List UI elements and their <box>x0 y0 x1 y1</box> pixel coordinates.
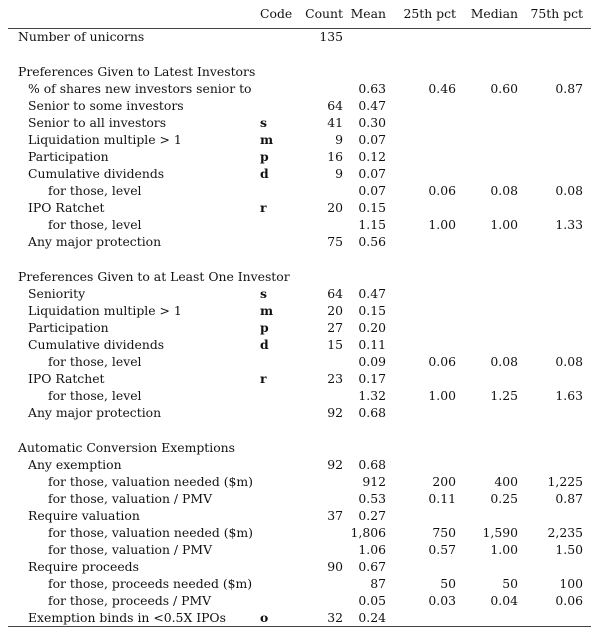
table-row <box>8 387 591 404</box>
section-heading-row <box>8 63 591 80</box>
table-row <box>8 319 591 336</box>
row-median: 1.25 <box>490 388 518 403</box>
table-row <box>8 182 591 199</box>
row-mean: 0.07 <box>358 132 386 147</box>
row-count: 92 <box>327 405 343 420</box>
row-mean: 0.17 <box>358 371 386 386</box>
row-label: Cumulative dividends <box>28 337 165 352</box>
row-label: Senior to all investors <box>28 115 167 130</box>
row-mean: 1.06 <box>358 542 386 557</box>
row-count: 20 <box>327 303 343 318</box>
row-mean: 87 <box>370 576 386 591</box>
header-75th-pct: 75th pct <box>530 6 583 21</box>
row-label: Any major protection <box>28 405 162 420</box>
row-count: 9 <box>335 166 343 181</box>
row-mean: 0.09 <box>358 354 386 369</box>
row-25th-pct: 0.03 <box>428 593 456 608</box>
row-count: 27 <box>327 320 343 335</box>
row-label: IPO Ratchet <box>28 371 105 386</box>
table-row <box>8 131 591 148</box>
row-mean: 0.11 <box>358 337 386 352</box>
table-body <box>8 28 591 626</box>
row-label: for those, valuation needed ($m) <box>48 525 254 540</box>
row-25th-pct: 50 <box>440 576 456 591</box>
row-count: 90 <box>327 559 343 574</box>
row-label: Exemption binds in <0.5X IPOs <box>28 610 226 625</box>
table-row <box>8 216 591 233</box>
table-row <box>8 80 591 97</box>
row-label: Cumulative dividends <box>28 166 165 181</box>
row-code: o <box>260 610 269 625</box>
row-75th-pct: 1.63 <box>555 388 583 403</box>
row-count: 64 <box>327 98 343 113</box>
section-spacer <box>8 421 591 439</box>
row-label: for those, valuation / PMV <box>48 542 213 557</box>
row-75th-pct: 0.08 <box>555 354 583 369</box>
row-mean: 0.15 <box>358 303 386 318</box>
table-row <box>8 199 591 216</box>
row-75th-pct: 0.87 <box>555 81 583 96</box>
row-label: for those, valuation needed ($m) <box>48 474 254 489</box>
row-75th-pct: 100 <box>559 576 583 591</box>
header-25th-pct: 25th pct <box>403 6 456 21</box>
header-rule <box>8 28 591 29</box>
row-code: s <box>260 286 267 301</box>
table-row <box>8 507 591 524</box>
table-row <box>8 456 591 473</box>
row-median: 0.25 <box>490 491 518 506</box>
table-row <box>8 541 591 558</box>
row-mean: 0.30 <box>358 115 386 130</box>
row-code: m <box>260 132 274 147</box>
row-median: 50 <box>502 576 518 591</box>
table-row <box>8 302 591 319</box>
table-header <box>8 0 591 28</box>
row-count: 41 <box>327 115 343 130</box>
row-mean: 0.20 <box>358 320 386 335</box>
row-25th-pct: 0.06 <box>428 354 456 369</box>
section-heading-row <box>8 439 591 456</box>
row-count: 64 <box>327 286 343 301</box>
row-count: 75 <box>327 234 343 249</box>
row-mean: 0.68 <box>358 457 386 472</box>
row-mean: 0.07 <box>358 166 386 181</box>
header-code: Code <box>260 6 293 21</box>
row-mean: 1,806 <box>350 525 386 540</box>
table-row <box>8 490 591 507</box>
table-row <box>8 473 591 490</box>
row-25th-pct: 750 <box>432 525 456 540</box>
row-mean: 0.56 <box>358 234 386 249</box>
row-label: Preferences Given to Latest Investors <box>18 64 256 79</box>
row-75th-pct: 1,225 <box>547 474 583 489</box>
row-mean: 1.32 <box>358 388 386 403</box>
table-row <box>8 404 591 421</box>
row-mean: 0.63 <box>358 81 386 96</box>
row-label: for those, proceeds needed ($m) <box>48 576 253 591</box>
row-mean: 0.53 <box>358 491 386 506</box>
row-label: Any exemption <box>28 457 122 472</box>
row-label: Participation <box>28 320 109 335</box>
row-mean: 1.15 <box>358 217 386 232</box>
table-row <box>8 165 591 182</box>
row-label: for those, level <box>48 217 142 232</box>
bottom-rule <box>8 626 591 627</box>
row-code: r <box>260 200 267 215</box>
row-code: d <box>260 337 269 352</box>
table-row <box>8 524 591 541</box>
table-row <box>8 592 591 609</box>
row-count: 37 <box>327 508 343 523</box>
row-count: 135 <box>319 29 343 44</box>
section-spacer <box>8 45 591 63</box>
row-label: Liquidation multiple > 1 <box>28 132 182 147</box>
table-row <box>8 558 591 575</box>
table-row <box>8 114 591 131</box>
row-median: 1.00 <box>490 217 518 232</box>
row-mean: 0.05 <box>358 593 386 608</box>
row-75th-pct: 1.50 <box>555 542 583 557</box>
row-label: for those, level <box>48 354 142 369</box>
row-mean: 0.47 <box>358 286 386 301</box>
row-code: p <box>260 320 269 335</box>
row-count: 20 <box>327 200 343 215</box>
row-25th-pct: 0.57 <box>428 542 456 557</box>
table-row <box>8 233 591 250</box>
table-row <box>8 285 591 302</box>
row-25th-pct: 200 <box>432 474 456 489</box>
row-label: Senior to some investors <box>28 98 184 113</box>
row-median: 0.08 <box>490 183 518 198</box>
row-25th-pct: 1.00 <box>428 388 456 403</box>
row-75th-pct: 0.87 <box>555 491 583 506</box>
row-mean: 0.07 <box>358 183 386 198</box>
row-label: Preferences Given to at Least One Investor <box>18 269 290 284</box>
row-mean: 0.67 <box>358 559 386 574</box>
row-median: 0.08 <box>490 354 518 369</box>
row-code: m <box>260 303 274 318</box>
table-row <box>8 97 591 114</box>
row-mean: 0.27 <box>358 508 386 523</box>
row-count: 23 <box>327 371 343 386</box>
header-mean: Mean <box>350 6 386 21</box>
row-count: 92 <box>327 457 343 472</box>
row-label: Require proceeds <box>28 559 139 574</box>
row-count: 9 <box>335 132 343 147</box>
row-median: 400 <box>494 474 518 489</box>
row-label: Participation <box>28 149 109 164</box>
row-median: 1,590 <box>482 525 518 540</box>
row-label: for those, proceeds / PMV <box>48 593 212 608</box>
row-mean: 0.24 <box>358 610 386 625</box>
row-label: Require valuation <box>28 508 140 523</box>
row-code: s <box>260 115 267 130</box>
table-row <box>8 575 591 592</box>
row-25th-pct: 0.11 <box>428 491 456 506</box>
row-mean: 912 <box>362 474 386 489</box>
row-mean: 0.15 <box>358 200 386 215</box>
row-median: 1.00 <box>490 542 518 557</box>
row-code: r <box>260 371 267 386</box>
row-mean: 0.68 <box>358 405 386 420</box>
table-row <box>8 370 591 387</box>
row-count: 15 <box>327 337 343 352</box>
section-heading-row <box>8 28 591 45</box>
row-label: IPO Ratchet <box>28 200 105 215</box>
row-label: Automatic Conversion Exemptions <box>18 440 235 455</box>
row-label: Number of unicorns <box>18 29 145 44</box>
row-25th-pct: 0.06 <box>428 183 456 198</box>
row-label: for those, level <box>48 388 142 403</box>
row-label: Seniority <box>28 286 86 301</box>
header-median: Median <box>470 6 518 21</box>
row-median: 0.04 <box>490 593 518 608</box>
row-mean: 0.12 <box>358 149 386 164</box>
row-code: p <box>260 149 269 164</box>
header-count: Count <box>305 6 343 21</box>
row-label: Liquidation multiple > 1 <box>28 303 182 318</box>
row-mean: 0.47 <box>358 98 386 113</box>
statistics-table <box>8 0 591 626</box>
row-label: Any major protection <box>28 234 162 249</box>
table-row <box>8 609 591 626</box>
row-label: % of shares new investors senior to <box>28 81 252 96</box>
row-label: for those, level <box>48 183 142 198</box>
section-heading-row <box>8 268 591 285</box>
row-count: 16 <box>327 149 343 164</box>
row-label: for those, valuation / PMV <box>48 491 213 506</box>
section-spacer <box>8 250 591 268</box>
row-75th-pct: 2,235 <box>547 525 583 540</box>
row-75th-pct: 0.06 <box>555 593 583 608</box>
table-row <box>8 336 591 353</box>
row-code: d <box>260 166 269 181</box>
row-count: 32 <box>327 610 343 625</box>
row-median: 0.60 <box>490 81 518 96</box>
row-25th-pct: 0.46 <box>428 81 456 96</box>
row-25th-pct: 1.00 <box>428 217 456 232</box>
row-75th-pct: 0.08 <box>555 183 583 198</box>
table-row <box>8 353 591 370</box>
table-row <box>8 148 591 165</box>
row-75th-pct: 1.33 <box>555 217 583 232</box>
